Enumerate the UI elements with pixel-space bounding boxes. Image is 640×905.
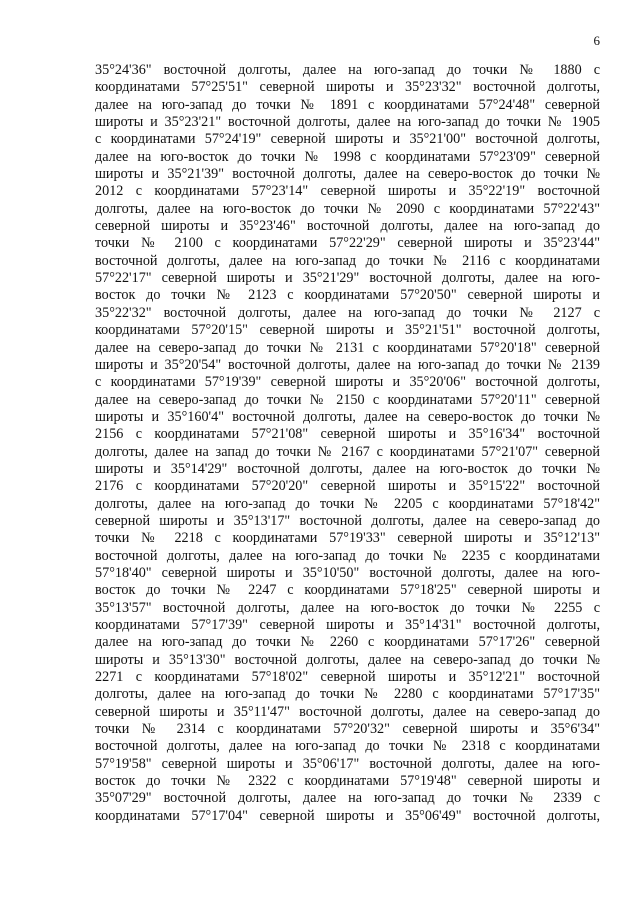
text-line: 57°18'40" северной широты и 35°10'50" восточной долготы, далее на юго- bbox=[95, 564, 600, 581]
text-line: 2012 с координатами 57°23'14" северной широты и 35°22'19" восточной bbox=[95, 183, 600, 200]
document-body bbox=[95, 62, 600, 825]
text-line: координатами 57°25'51" северной широты и 35°23'32" восточной долготы, bbox=[95, 79, 600, 96]
text-line: восток до точки № 2123 с координатами 57°20'50" северной широты и bbox=[95, 287, 600, 304]
text-line: 35°22'32" восточной долготы, далее на юго-запад до точки № 2127 с bbox=[95, 304, 600, 321]
text-line: северной широты и 35°23'46" восточной долготы, далее на юго-запад до bbox=[95, 218, 600, 235]
text-line: 35°07'29" восточной долготы, далее на юго-запад до точки № 2339 с bbox=[95, 790, 600, 807]
text-line: долготы, далее на юго-восток до точки № 2090 с координатами 57°22'43" bbox=[95, 200, 600, 217]
text-line: широты и 35°20'54" восточной долготы, далее на юго-запад до точки № 2139 bbox=[95, 356, 600, 373]
text-line: координатами 57°17'39" северной широты и 35°14'31" восточной долготы, bbox=[95, 617, 600, 633]
text-line: широты и 35°160'4" восточной долготы, далее на северо-восток до точки № bbox=[95, 408, 600, 425]
text-line: восточной долготы, далее на юго-запад до точки № 2235 с координатами bbox=[95, 547, 600, 564]
text-line: долготы, далее на запад до точки № 2167 с координатами 57°21'07" северной bbox=[95, 443, 600, 460]
text-line: широты и 35°21'39" восточной долготы, далее на северо-восток до точки № bbox=[95, 166, 600, 183]
text-line: координатами 57°20'15" северной широты и 35°21'51" восточной долготы, bbox=[95, 322, 600, 339]
text-line: долготы, далее на юго-запад до точки № 2205 с координатами 57°18'42" bbox=[95, 495, 600, 512]
text-line: далее на юго-запад до точки № 1891 с координатами 57°24'48" северной bbox=[95, 96, 600, 113]
text-line: с координатами 57°19'39" северной широты и 35°20'06" восточной долготы, bbox=[95, 374, 600, 391]
text-line: долготы, далее на юго-запад до точки № 2280 с координатами 57°17'35" bbox=[95, 686, 600, 703]
text-line: 35°24'36" восточной долготы, далее на юго-запад до точки № 1880 с bbox=[95, 62, 600, 78]
text-line: точки № 2218 с координатами 57°19'33" северной широты и 35°12'13" bbox=[95, 530, 600, 547]
text-line: точки № 2314 с координатами 57°20'32" северной широты и 35°6'34" bbox=[95, 721, 600, 738]
text-line: далее на юго-запад до точки № 2260 с координатами 57°17'26" северной bbox=[95, 634, 600, 651]
text-line: восточной долготы, далее на юго-запад до точки № 2116 с координатами bbox=[95, 252, 600, 269]
text-line: 57°19'58" северной широты и 35°06'17" восточной долготы, далее на юго- bbox=[95, 755, 600, 772]
text-line: с координатами 57°24'19" северной широты и 35°21'00" восточной долготы, bbox=[95, 131, 600, 148]
text-line: далее на юго-восток до точки № 1998 с координатами 57°23'09" северной bbox=[95, 148, 600, 165]
text-line: северной широты и 35°11'47" восточной долготы, далее на северо-запад до bbox=[95, 703, 600, 720]
text-line: восток до точки № 2247 с координатами 57°18'25" северной широты и bbox=[95, 582, 600, 599]
text-line: 2156 с координатами 57°21'08" северной широты и 35°16'34" восточной bbox=[95, 426, 600, 443]
text-line: широты и 35°23'21" восточной долготы, далее на юго-запад до точки № 1905 bbox=[95, 114, 600, 131]
text-line: далее на северо-запад до точки № 2131 с координатами 57°20'18" северной bbox=[95, 339, 600, 356]
text-line: широты и 35°14'29" восточной долготы, далее на юго-восток до точки № bbox=[95, 460, 600, 477]
text-line: северной широты и 35°13'17" восточной долготы, далее на северо-запад до bbox=[95, 512, 600, 529]
text-line: 2176 с координатами 57°20'20" северной широты и 35°15'22" восточной bbox=[95, 478, 600, 495]
text-line: точки № 2100 с координатами 57°22'29" северной широты и 35°23'44" bbox=[95, 235, 600, 252]
text-line: координатами 57°17'04" северной широты и 35°06'49" восточной долготы, bbox=[95, 807, 600, 824]
text-line: широты и 35°13'30" восточной долготы, далее на северо-запад до точки № bbox=[95, 651, 600, 668]
text-line: 2271 с координатами 57°18'02" северной широты и 35°12'21" восточной bbox=[95, 669, 600, 686]
text-line: 57°22'17" северной широты и 35°21'29" восточной долготы, далее на юго- bbox=[95, 270, 600, 287]
page-number: 6 bbox=[593, 33, 600, 48]
text-line: восток до точки № 2322 с координатами 57°19'48" северной широты и bbox=[95, 773, 600, 790]
text-line: восточной долготы, далее на юго-запад до точки № 2318 с координатами bbox=[95, 738, 600, 755]
text-line: далее на северо-запад до точки № 2150 с координатами 57°20'11" северной bbox=[95, 391, 600, 408]
text-line: 35°13'57" восточной долготы, далее на юго-восток до точки № 2255 с bbox=[95, 599, 600, 616]
